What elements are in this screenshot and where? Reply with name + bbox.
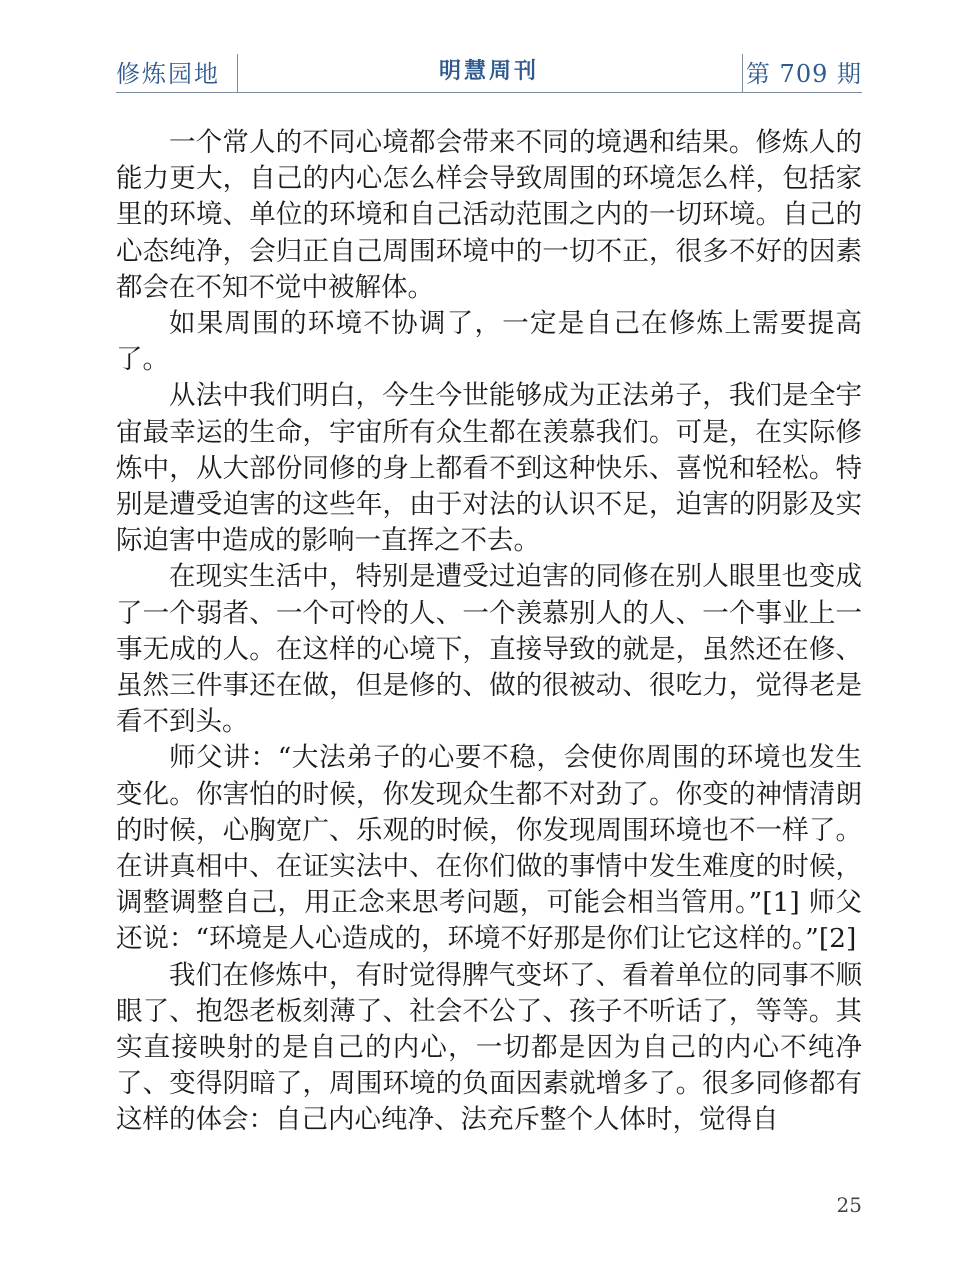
paragraph: 如果周围的环境不协调了，一定是自己在修炼上需要提高了。 — [116, 308, 862, 376]
issue-number: 第 709 期 — [745, 60, 862, 88]
page-number: 25 — [836, 1193, 862, 1217]
paragraph: 从法中我们明白，今生今世能够成为正法弟子，我们是全宇宙最幸运的生命，宇宙所有众生都在羡慕我们。可是，在实际修炼中，从大部份同修的身上都看不到这种快乐、喜悦和轻松。特别是遭受迫害的这些年，由于对法的认识不足，迫害的阴影及实际迫害中造成的影响一直挥之不去。 — [116, 380, 862, 557]
paragraph: 师父讲：“大法弟子的心要不稳，会使你周围的环境也发生变化。你害怕的时候，你发现众生都不对劲了。你变的神情清朗的时候，心胸宽广、乐观的时候，你发现周围环境也不一样了。在讲真相中、在证实法中、在你们做的事情中发生难度的时候，调整调整自己，用正念来思考问题，可能会相当管用。”[1] 师父还说：“环境是人心造成的，环境不好那是你们让它这样的。”[2] — [116, 742, 862, 955]
paragraph: 一个常人的不同心境都会带来不同的境遇和结果。修炼人的能力更大，自己的内心怎么样会导致周围的环境怎么样，包括家里的环境、单位的环境和自己活动范围之内的一切环境。自己的心态纯净，会归正自己周围环境中的一切不正，很多不好的因素都会在不知不觉中被解体。 — [116, 127, 862, 303]
header-divider-right — [742, 54, 743, 92]
section-title: 修炼园地 — [116, 60, 220, 88]
page-header — [116, 48, 862, 92]
paragraph: 在现实生活中，特别是遭受过迫害的同修在别人眼里也变成了一个弱者、一个可怜的人、一个羡慕别人的人、一个事业上一事无成的人。在这样的心境下，直接导致的就是，虽然还在修、虽然三件事还在做，但是修的、做的很被动、很吃力，觉得老是看不到头。 — [116, 561, 862, 738]
article-body — [116, 125, 862, 1139]
publication-title: 明慧周刊 — [438, 59, 539, 84]
header-rule — [116, 92, 862, 93]
paragraph: 我们在修炼中，有时觉得脾气变坏了、看着单位的同事不顺眼了、抱怨老板刻薄了、社会不公了、孩子不听话了，等等。其实直接映射的是自己的内心，一切都是因为自己的内心不纯净了、变得阴暗了，周围环境的负面因素就增多了。很多同修都有这样的体会：自己内心纯净、法充斥整个人体时，觉得自 — [116, 959, 862, 1136]
